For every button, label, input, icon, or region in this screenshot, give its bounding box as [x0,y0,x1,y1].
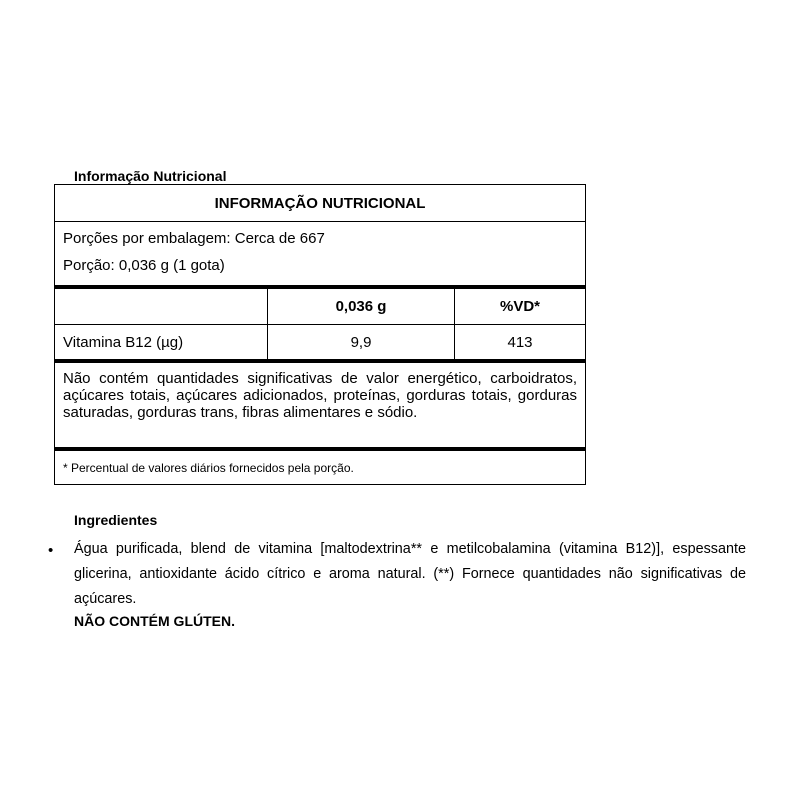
ingredients-text: Água purificada, blend de vitamina [maltodextrina** e metilcobalamina (vitamina B12)], espessante glicerina, antioxidante ácido cítrico e aroma natural. (**) Fornece quantidades não significativas de açúcares. [74,541,746,607]
ingredients-heading: Ingredientes [74,512,158,528]
header-dv-cell: %VD* [454,289,585,324]
nutrition-facts-table [54,184,586,485]
table-header-row [55,289,585,325]
nutrient-amount: 9,9 [267,325,454,359]
servings-per-package: Porções por embalagem: Cerca de 667 [63,230,325,247]
header-amount-cell: 0,036 g [267,289,454,324]
nutrient-name: Vitamina B12 (µg) [63,333,184,351]
nutrient-dv: 413 [454,325,585,359]
gluten-warning: NÃO CONTÉM GLÚTEN. [74,613,235,629]
table-title: INFORMAÇÃO NUTRICIONAL [55,185,585,222]
dv-footnote: * Percentual de valores diários fornecidos pela porção. [63,461,354,475]
not-significant-note-row [55,363,585,451]
footnote-row [55,451,585,484]
bullet-icon: • [48,542,54,559]
nutrition-section-heading: Informação Nutricional [74,168,227,184]
not-significant-note: Não contém quantidades significativas de valor energético, carboidratos, açúcares totais, açúcares adicionados, proteínas, gorduras totais, gorduras saturadas, gorduras trans, fibras alimentares e sódio. [63,370,577,421]
servings-info [55,222,585,289]
serving-size: Porção: 0,036 g (1 gota) [63,257,225,274]
table-row [55,325,585,363]
header-nutrient-cell [55,289,267,324]
